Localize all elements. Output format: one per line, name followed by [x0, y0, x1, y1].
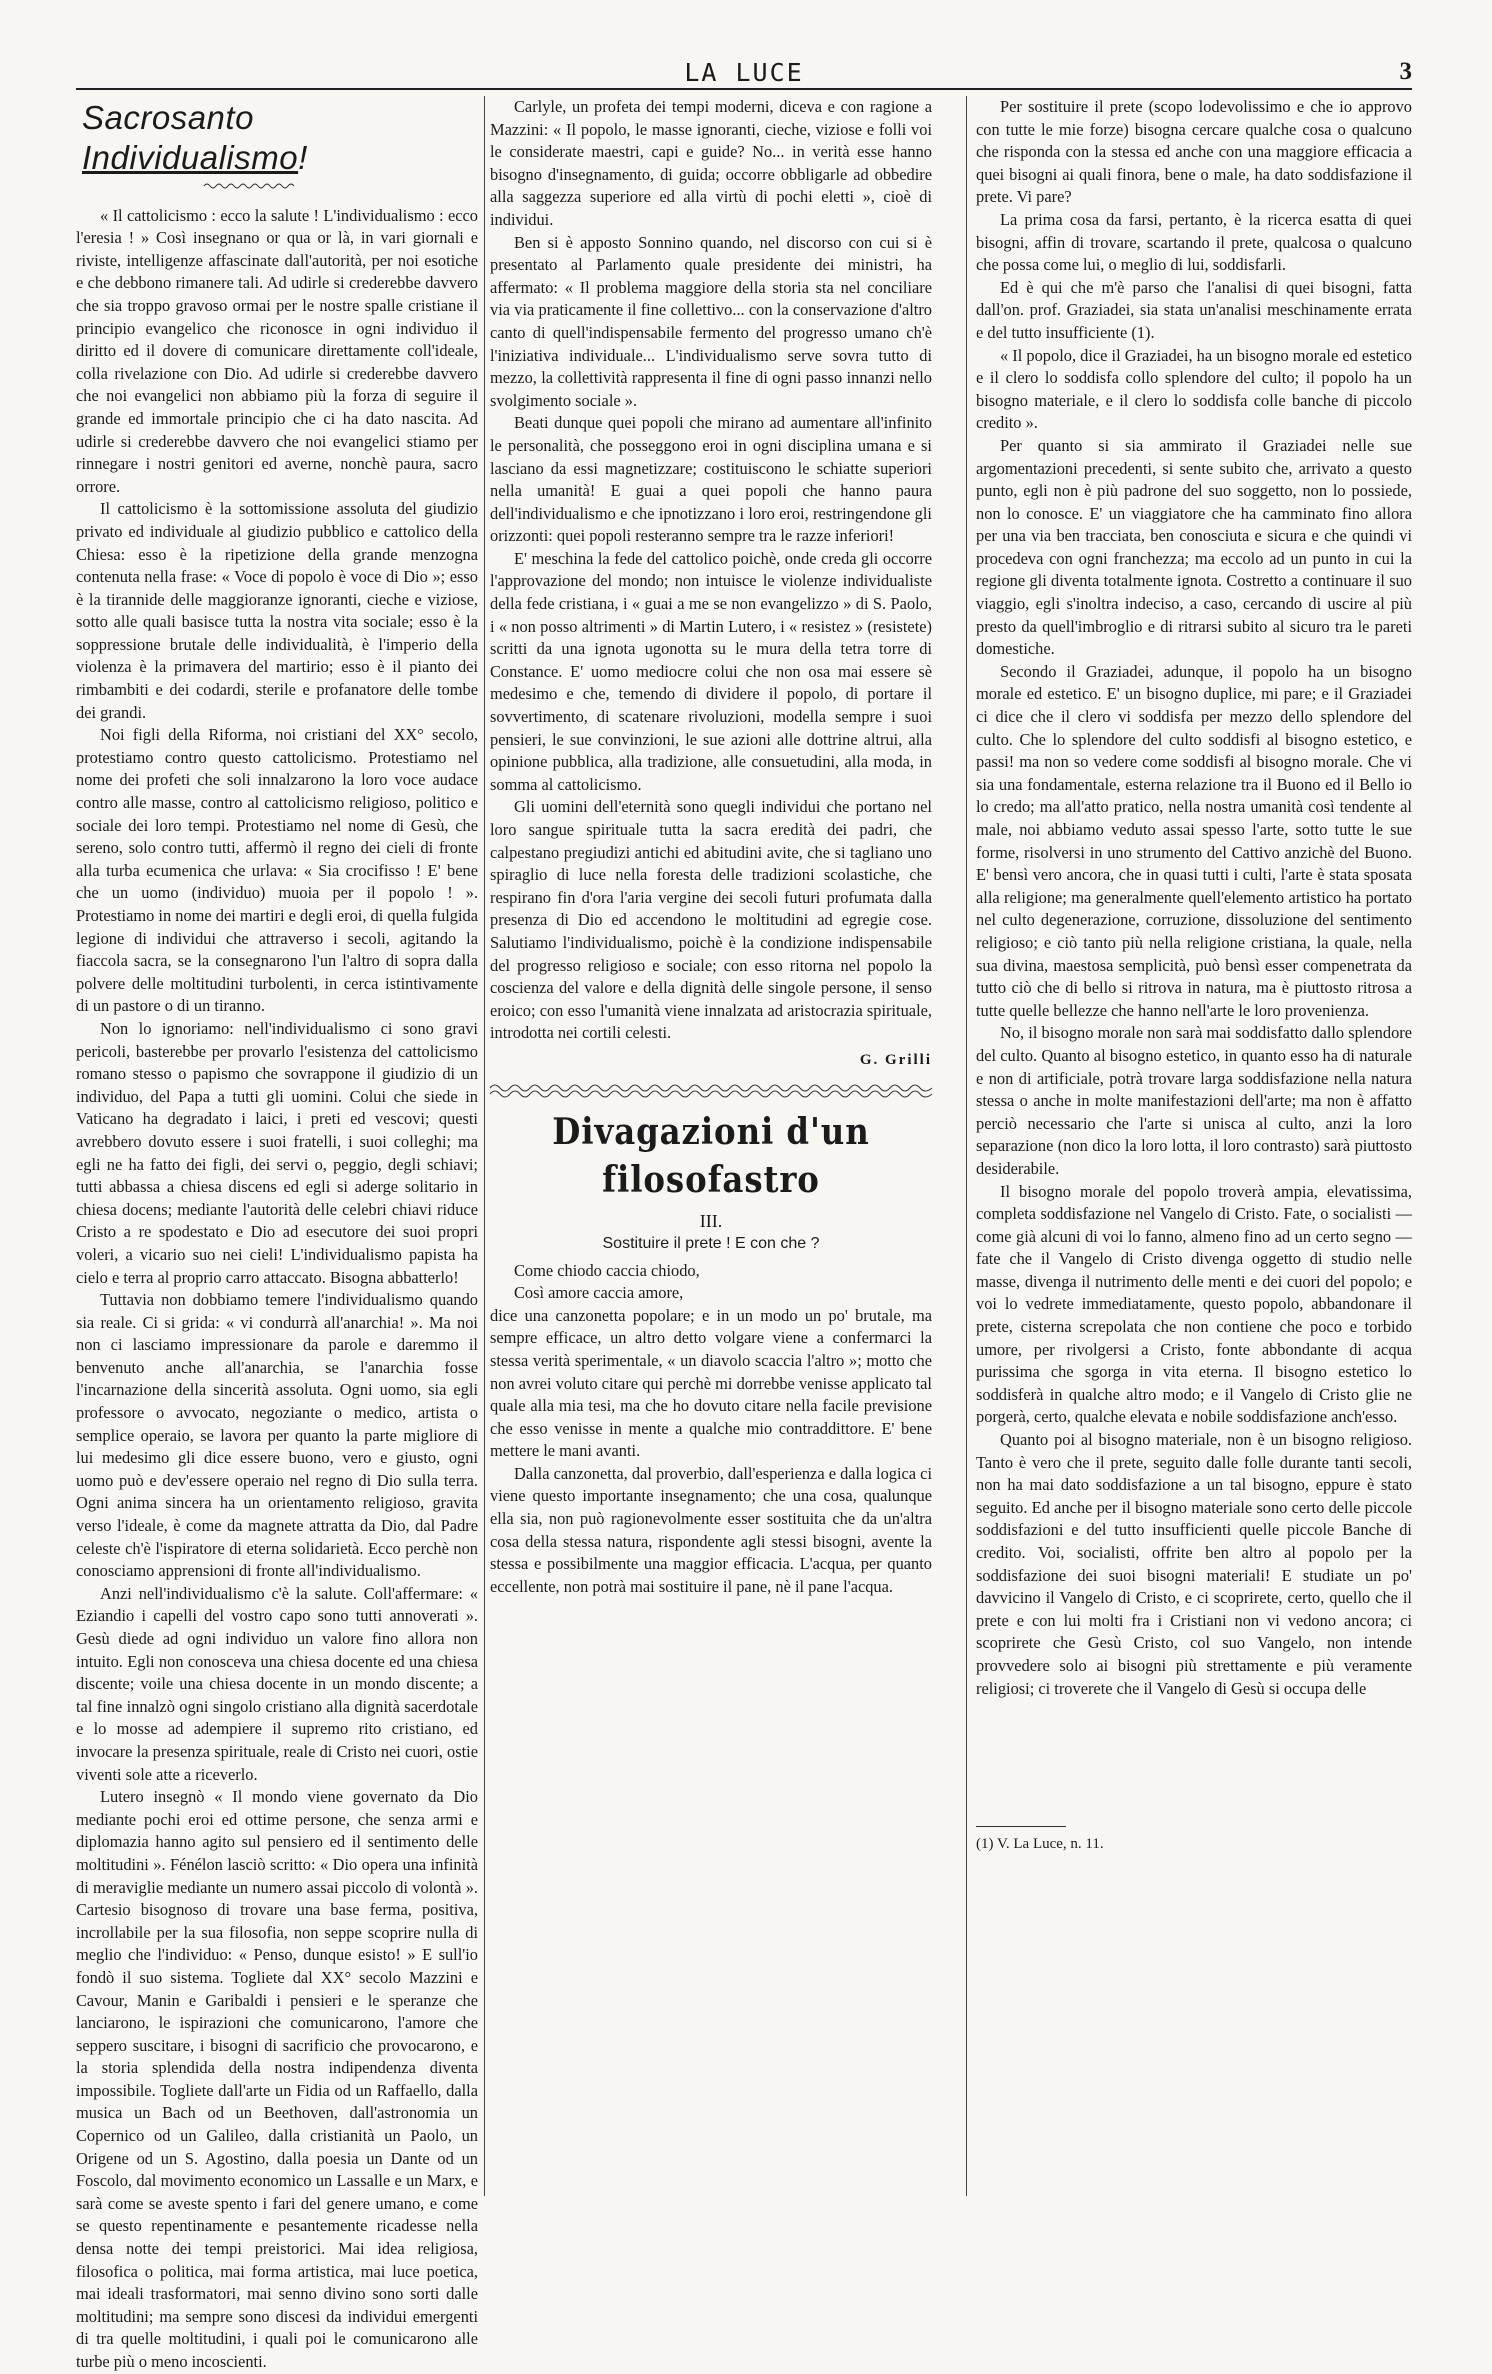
page-number: 3: [1399, 58, 1412, 85]
column-divider: [966, 96, 967, 2196]
paragraph: E' meschina la fede del cattolico poichè, onde creda gli occorre l'approvazione del mondo; non intuisce le violenze individualiste della fede cristiana, i « guai a me se non evangelizzo » di S. Paolo, i « non posso altrimenti » di Martin Lutero, i « resistez » (resistete) scritti da una ignota ugonotta su le mura della tetra torre di Constance. E' uomo mediocre colui che non osa mai essere sè medesimo e che, temendo di dividere il popolo, di portare il sovvertimento, di scatenare rivoluzioni, modella sempre i suoi pensieri, le sue convinzioni, le sue azioni alle dottrine altrui, alla opinione pubblica, alla tradizione, alle consuetudini, alla moda, in somma al cattolicismo.: [490, 548, 932, 794]
paragraph: Non lo ignoriamo: nell'individualismo ci sono gravi pericoli, basterebbe per provarlo l'esistenza del cattolicismo romano stesso o papismo che sovrappone il giudizio di un individuo, del Papa a tutti gli uomini. Colui che siede in Vaticano ha degradato i laici, i preti ed vescovi; questi avrebbero dovuto essere i suoi fratelli, i suoi colleghi; ma egli ne ha fatto dei figli, dei servi o, peggio, degli schiavi; tutti abbassa a chiesa discens ed egli si aderge solitario in chiesa docens; mediante l'autorità delle celebri chiavi riduce Cristo a re spodestato e Dio ad esecutore dei suoi propri voleri, a vicario suo nei cieli! L'individualismo papista ha cielo e terra al proprio carro attaccato. Bisogna abbatterlo!: [76, 1018, 478, 1287]
article-title: [82, 98, 478, 178]
paragraph: « Il cattolicismo : ecco la salute ! L'individualismo : ecco l'eresia ! » Così insegnano or qua or là, in vari giornali e riviste, intelligenze affascinate dall'autorità, per noi esotiche e che debbono rimanere tali. Ad udirle si crederebbe davvero che sia troppo gravoso ormai per le nostre spalle cristiane il principio evangelico che riconosce in ogni individuo il diritto ed il dovere di comunicare direttamente coll'ideale, colla rivelazione con Dio. Ad udirle si crederebbe davvero che noi evangelici non abbiamo più la forza di seguire il grande ed immortale principio che ci ha dato nascita. Ad udirle si crederebbe davvero che noi evangelici stiamo per rinnegare i nostri genitori ed averne, nonchè paura, sacro orrore.: [76, 205, 478, 496]
column-2: [490, 96, 932, 2206]
title-ornament: [204, 182, 294, 190]
footnote-rule: [976, 1826, 1066, 1827]
article-subtitle: Sostituire il prete ! E con che ?: [602, 1234, 820, 1252]
paragraph: Il bisogno morale del popolo troverà ampia, elevatissima, completa soddisfazione nel Vangelo di Cristo. Fate, o socialisti — come già alcuni di voi lo fanno, almeno fino ad un certo segno — fate che il Vangelo di Cristo divenga oggetto di studio nelle masse, divenga il nutrimento delle menti e dei cuori del popolo; e voi lo vedrete immediatamente, questo popolo, abbandonare il prete, cisterna screpolata che non contiene che poco e torbido umore, per rivolgersi a Cristo, fonte abbondante di acqua purissima che sgorga in vita eterna. Il bisogno estetico lo soddisferà in qualche altro modo; e il Vangelo di Cristo glie ne porgerà, certo, qualche elevata e nobile soddisfazione anch'esso.: [976, 1181, 1412, 1427]
paragraph: Gli uomini dell'eternità sono quegli individui che portano nel loro sangue spirituale tutta la sacra eredità dei padri, che calpestano pregiudizi antichi ed abitudini avite, che si tagliano uno spiraglio di luce nella foresta delle tradizioni scolastiche, che respirano fin d'ora l'aria vergine dei secoli futuri profumata dalla presenza di Dio ed accendono le moltitudini ad egregie cose. Salutiamo l'individualismo, poichè è la condizione indispensabile del progresso religioso e sociale; con esso ritorna nel popolo la coscienza del valore e della dignità delle singole persone, il senso eroico; con esso l'umanità viene innalzata ad aristocrazia spirituale, introdotta nei cortili celesti.: [490, 797, 932, 1043]
newspaper-title: LA LUCE: [684, 58, 804, 87]
paragraph: Lutero insegnò « Il mondo viene governato da Dio mediante pochi eroi ed ottime persone, che senza armi e diplomazia hanno agito sul pensiero ed il sentimento delle moltitudini ». Fénélon lasciò scritto: « Dio opera una infinità di meraviglie mediante un numero assai piccolo di volontà ». Cartesio bisognoso di trovare una base ferma, positiva, incrollabile per la sua filosofia, non seppe scoprire nulla di meglio che l'individuo: « Penso, dunque esisto! » E sull'io fondò il suo sistema. Togliete dal XX° secolo Mazzini e Cavour, Manin e Garibaldi i pensieri e le speranze che lanciarono, le ispirazioni che comunicarono, l'amore che seppero suscitare, i bisogni di sacrificio che provocarono, e la storia splendida della nostra indipendenza diventa impossibile. Togliete dall'arte un Fidia od un Raffaello, dalla musica un Bach od un Beethoven, dall'astronomia un Copernico od un Galileo, dalla cristianità un Paolo, un Origene od un S. Agostino, dalla poesia un Dante od un Foscolo, dal movimento economico un Lassalle e un Marx, e sarà come se aveste spento i fari del genere umano, e come se questo repentinamente e pesantemente ricadesse nella densa notte dei tempi preistorici. Mai idea religiosa, filosofica o politica, mai forma artistica, mai luce poetica, mai ideali trasformatori, mai senno divino sono sorti dalle moltitudini; ma sempre sono discesi da individui emergenti di tra quelle moltitudini, i quali poi le comunicarono alle turbe più o meno incoscienti.: [76, 1787, 478, 2371]
paragraph: Carlyle, un profeta dei tempi moderni, diceva e con ragione a Mazzini: « Il popolo, le masse ignoranti, cieche, viziose e folli voi le considerate maestri, capi e guide? No... in verità esse hanno bisogno d'insegnamento, di guida; occorre obbligarle ad obbedire alla saggezza superiore ed alla virtù di pochi eletti », cioè di individui.: [490, 97, 932, 229]
article-title-part: !: [298, 139, 308, 176]
paragraph: Il cattolicismo è la sottomissione assoluta del giudizio privato ed individuale al giudizio pubblico e cattolico della Chiesa: esso è la ripetizione della grande menzogna contenuta nella frase: « Voce di popolo è voce di Dio »; esso è la tirannide delle maggioranze ignoranti, cieche e viziose, sotto alle quali basisce tutta la nostra vita sociale; esso è la soppressione brutale delle individualità, è l'imperio della violenza è la primavera del martirio; esso è il pianto dei rimbambiti e dei codardi, sterile e profanatore delle tombe dei grandi.: [76, 499, 478, 722]
paragraph: Tuttavia non dobbiamo temere l'individualismo quando sia reale. Ci si grida: « vi condurrà all'anarchia! ». Ma noi non ci lasciamo impressionare da parole e daremmo il benvenuto anche all'anarchia, se l'anarchia fosse l'incarnazione della sincerità assoluta. Ogni uomo, sia egli professore o avvocato, negoziante o medico, artista o semplice operaio, se lavora per quanto la parte migliore di lui medesimo gli dice essere buono, vero e giusto, ogni uomo può e dev'essere operaio nel regno di Dio sulla terra. Ogni anima sincera ha un orientamento religioso, gravita verso l'ideale, è come da magnete attratta da Dio, dal Padre celeste ch'è l'ispiratore di eterna solidarietà. Ecco perchè non conosciamo apprensioni di fronte all'individualismo.: [76, 1290, 478, 1581]
article-title-part: Individualismo: [82, 139, 299, 176]
paragraph: No, il bisogno morale non sarà mai soddisfatto dallo splendore del culto. Quanto al bisogno estetico, in quanto esso ha di naturale e non di artificiale, potrà trovare larga soddisfazione nella natura stessa o anche in molte manifestazioni dell'arte; ma non è affatto perciò necessario che l'arte si unisca al culto, anzi la loro separazione (non dico la loro lotta, il loro contrasto) sarà piuttosto desiderabile.: [976, 1023, 1412, 1178]
paragraph: La prima cosa da farsi, pertanto, è la ricerca esatta di quei bisogni, affin di trovare, scartando il prete, qualcosa o qualcuno che possa come lui, o meglio di lui, soddisfarli.: [976, 209, 1412, 275]
article-signature: G. Grilli: [859, 1051, 932, 1068]
paragraph: Secondo il Graziadei, adunque, il popolo ha un bisogno morale ed estetico. E' un bisogno duplice, mi pare; e il Graziadei ci dice che il clero vi soddisfa per mezzo dello splendore del culto. Che lo splendore del culto soddisfi al bisogno estetico, e passi! ma non so vedere come soddisfi al bisogno morale. Che vi sia una fondamentale, esterna relazione tra il Buono ed il Bello io lo credo; ma all'atto pratico, nella nostra umanità così tendente al male, noi abbiamo veduto assai spesso l'arte, sotto tutte le sue forme, risolversi in uno strumento del Cattivo anzichè del Buono. E' bensì vero ancora, che in quasi tutti i culti, l'arte è stata sposata alla religione; ma generalmente quell'elemento artistico ha portato nel culto degenerazione, corruzione, dissoluzione del sentimento religioso; e ciò tanto più nella religione cristiana, la quale, nella sua divina, maestosa semplicità, può bensì esser compenetrata da tutto ciò che di bello si ritrova in natura, ma è piuttosto ritrosa a tutte quelle bellezze che hanno nell'arte le loro provenienza.: [976, 661, 1412, 1020]
article-title-part: Sacrosanto: [82, 99, 254, 136]
paragraph: Quanto poi al bisogno materiale, non è un bisogno religioso. Tanto è vero che il prete, seguito dalle folle durante tanti secoli, non ha mai dato soddisfazione a un tal bisogno, eppure è stato seguito. Ed anche per il bisogno materiale sono certo delle piccole soddisfazioni e del tutto insufficienti quelle piccole Banche di credito. Voi, socialisti, offrite ben altro al popolo per la soddisfazione dei suoi bisogni materiali! E studiate un po' davvicino il Vangelo di Cristo, e ci scoprirete, certo, quello che il prete e con lui molti fra i Cristiani non vi vedono ancora; ci scoprirete che Gesù Cristo, col suo Vangelo, non intende provvedere solo ai bisogni più strettamente e più veramente religiosi; ci troverete che il Vangelo di Gesù si occupa delle: [976, 1430, 1412, 1698]
paragraph: Dalla canzonetta, dal proverbio, dall'esperienza e dalla logica ci viene questo importante insegnamento; che una cosa, qualunque ella sia, non può ragionevolmente esser sostituita che da un'altra cosa della stessa natura, rispondente agli stessi bisogni, avente la stessa e possibilmente una maggior efficacia. L'acqua, per quanto eccellente, non potrà mai sostituire il pane, nè il pane l'acqua.: [490, 1463, 932, 1596]
section-divider: [490, 1082, 932, 1100]
paragraph: Anzi nell'individualismo c'è la salute. Coll'affermare: « Eziandio i capelli del vostro capo sono tutti annoverati ». Gesù diede ad ogni individuo un valore fino allora non intuito. Egli non conosceva una chiesa docente ed una chiesa discente; voile una chiesa docente in un mondo discente; a tal fine innalzò ogni singolo cristiano alla dignità sacerdotale e lo mosse ad adempiere il supremo rito cristiano, ed invocare la presenza spirituale, reale di Cristo nei cuori, ostie viventi sole atte a riceverlo.: [76, 1583, 478, 1784]
page-header: [76, 58, 1412, 88]
paragraph: Per quanto si sia ammirato il Graziadei nelle sue argomentazioni precedenti, si sente subito che, arrivato a questo punto, egli non è più padrone del suo soggetto, non lo possiede, non lo conosce. E' un viaggiatore che ha camminato fino allora per una via ben tracciata, ben conosciuta e sicura e che quindi vi procedeva con ogni franchezza; ma eccolo ad un punto in cui la regione gli diventa totalmente ignota. Costretto a continuare il suo viaggio, egli s'inoltra indeciso, a caso, cercando di uscire al più presto da quell'imbroglio e di ritrarsi subito al sicuro tra le pareti domestiche.: [976, 435, 1412, 659]
paragraph: Ed è qui che m'è parso che l'analisi di quei bisogni, fatta dall'on. prof. Graziadei, sia stata un'analisi meschinamente errata e del tutto insufficiente (1).: [976, 277, 1412, 342]
paragraph: Noi figli della Riforma, noi cristiani del XX° secolo, protestiamo contro questo cattolicismo. Protestiamo nel nome dei profeti che soli innalzarono la loro voce audace contro alle masse, contro al cattolicismo religioso, politico e sociale dei loro tempi. Protestiamo nel nome di Gesù, che sereno, solo contro tutti, affermò il regno dei cieli di fronte alla turba ecumenica che urlava: « Sia crocifisso ! E' bene che un uomo (individuo) muoia per il popolo ! ». Protestiamo in nome dei martiri e degli eroi, di quella fulgida legione di individui che attraverso i secoli, agitando la fiaccola sacra, se la consegnarono l'un l'altro di sopra dalla polvere delle moltitudini turbolenti, in cerca istintivamente di un pastore o di un tiranno.: [76, 725, 478, 1016]
paragraph: Ben si è apposto Sonnino quando, nel discorso con cui si è presentato al Parlamento quale presidente dei ministri, ha affermato: « Il problema maggiore della storia sta nel conciliare via via praticamente il fine collettivo... con la conservazione d'altro canto di quell'indispensabile fermento del progresso umano ch'è l'iniziativa individuale... L'individualismo serve sovra tutto di mezzo, la collettività rappresenta il fine di ogni passo innanzi nello svolgimento sociale ».: [490, 232, 932, 410]
paragraph: Beati dunque quei popoli che mirano ad aumentare all'infinito le personalità, che posseggono eroi in ogni disciplina umana e si lasciano da essi magnetizzare; costituiscono le schiatte superiori nella umanità! E guai a quei popoli che hanno paura dell'individualismo e che ipnotizzano i loro eroi, restringendone gli orizzonti: quei popoli resteranno sempre tra le razze inferiori!: [490, 413, 932, 546]
paragraph: Per sostituire il prete (scopo lodevolissimo e che io approvo con tutte le mie forze) bisogna cercare qualche cosa o qualcuno che risponda con la stessa ed anche con una maggiore efficacia a quei bisogni ai quali finora, bene o male, ha dato soddisfazione il prete. Vi pare?: [976, 97, 1412, 207]
header-rule: [76, 88, 1412, 90]
column-1: [76, 96, 478, 2371]
verse-line: Come chiodo caccia chiodo,: [514, 1260, 700, 1280]
article-number: III.: [699, 1210, 723, 1231]
paragraph: « Il popolo, dice il Graziadei, ha un bisogno morale ed estetico e il clero lo soddisfa collo splendore del culto; il popolo ha un bisogno materiale, e il clero lo soddisfa colle banche di piccolo credito ».: [976, 345, 1412, 433]
paragraph: dice una canzonetta popolare; e in un modo un po' brutale, ma sempre efficace, un altro detto volgare viene a confermarci la stessa verità sperimentale, « un diavolo scaccia l'altro »; motto che non avrei voluto citare qui perchè mi dorrebbe venisse applicato tal quale alla mia tesi, ma che ho dovuto citare nella facile previsione che esso venisse in mente a qualche mio contraddittore. E' bene mettere le mani avanti.: [490, 1305, 932, 1461]
verse-line: Così amore caccia amore,: [514, 1283, 684, 1303]
article-title: Divagazioni d'un filosofastro: [552, 1110, 870, 1201]
footnote: (1) V. La Luce, n. 11.: [976, 1836, 1104, 1853]
column-3: [976, 96, 1412, 2206]
column-divider: [484, 96, 485, 2196]
